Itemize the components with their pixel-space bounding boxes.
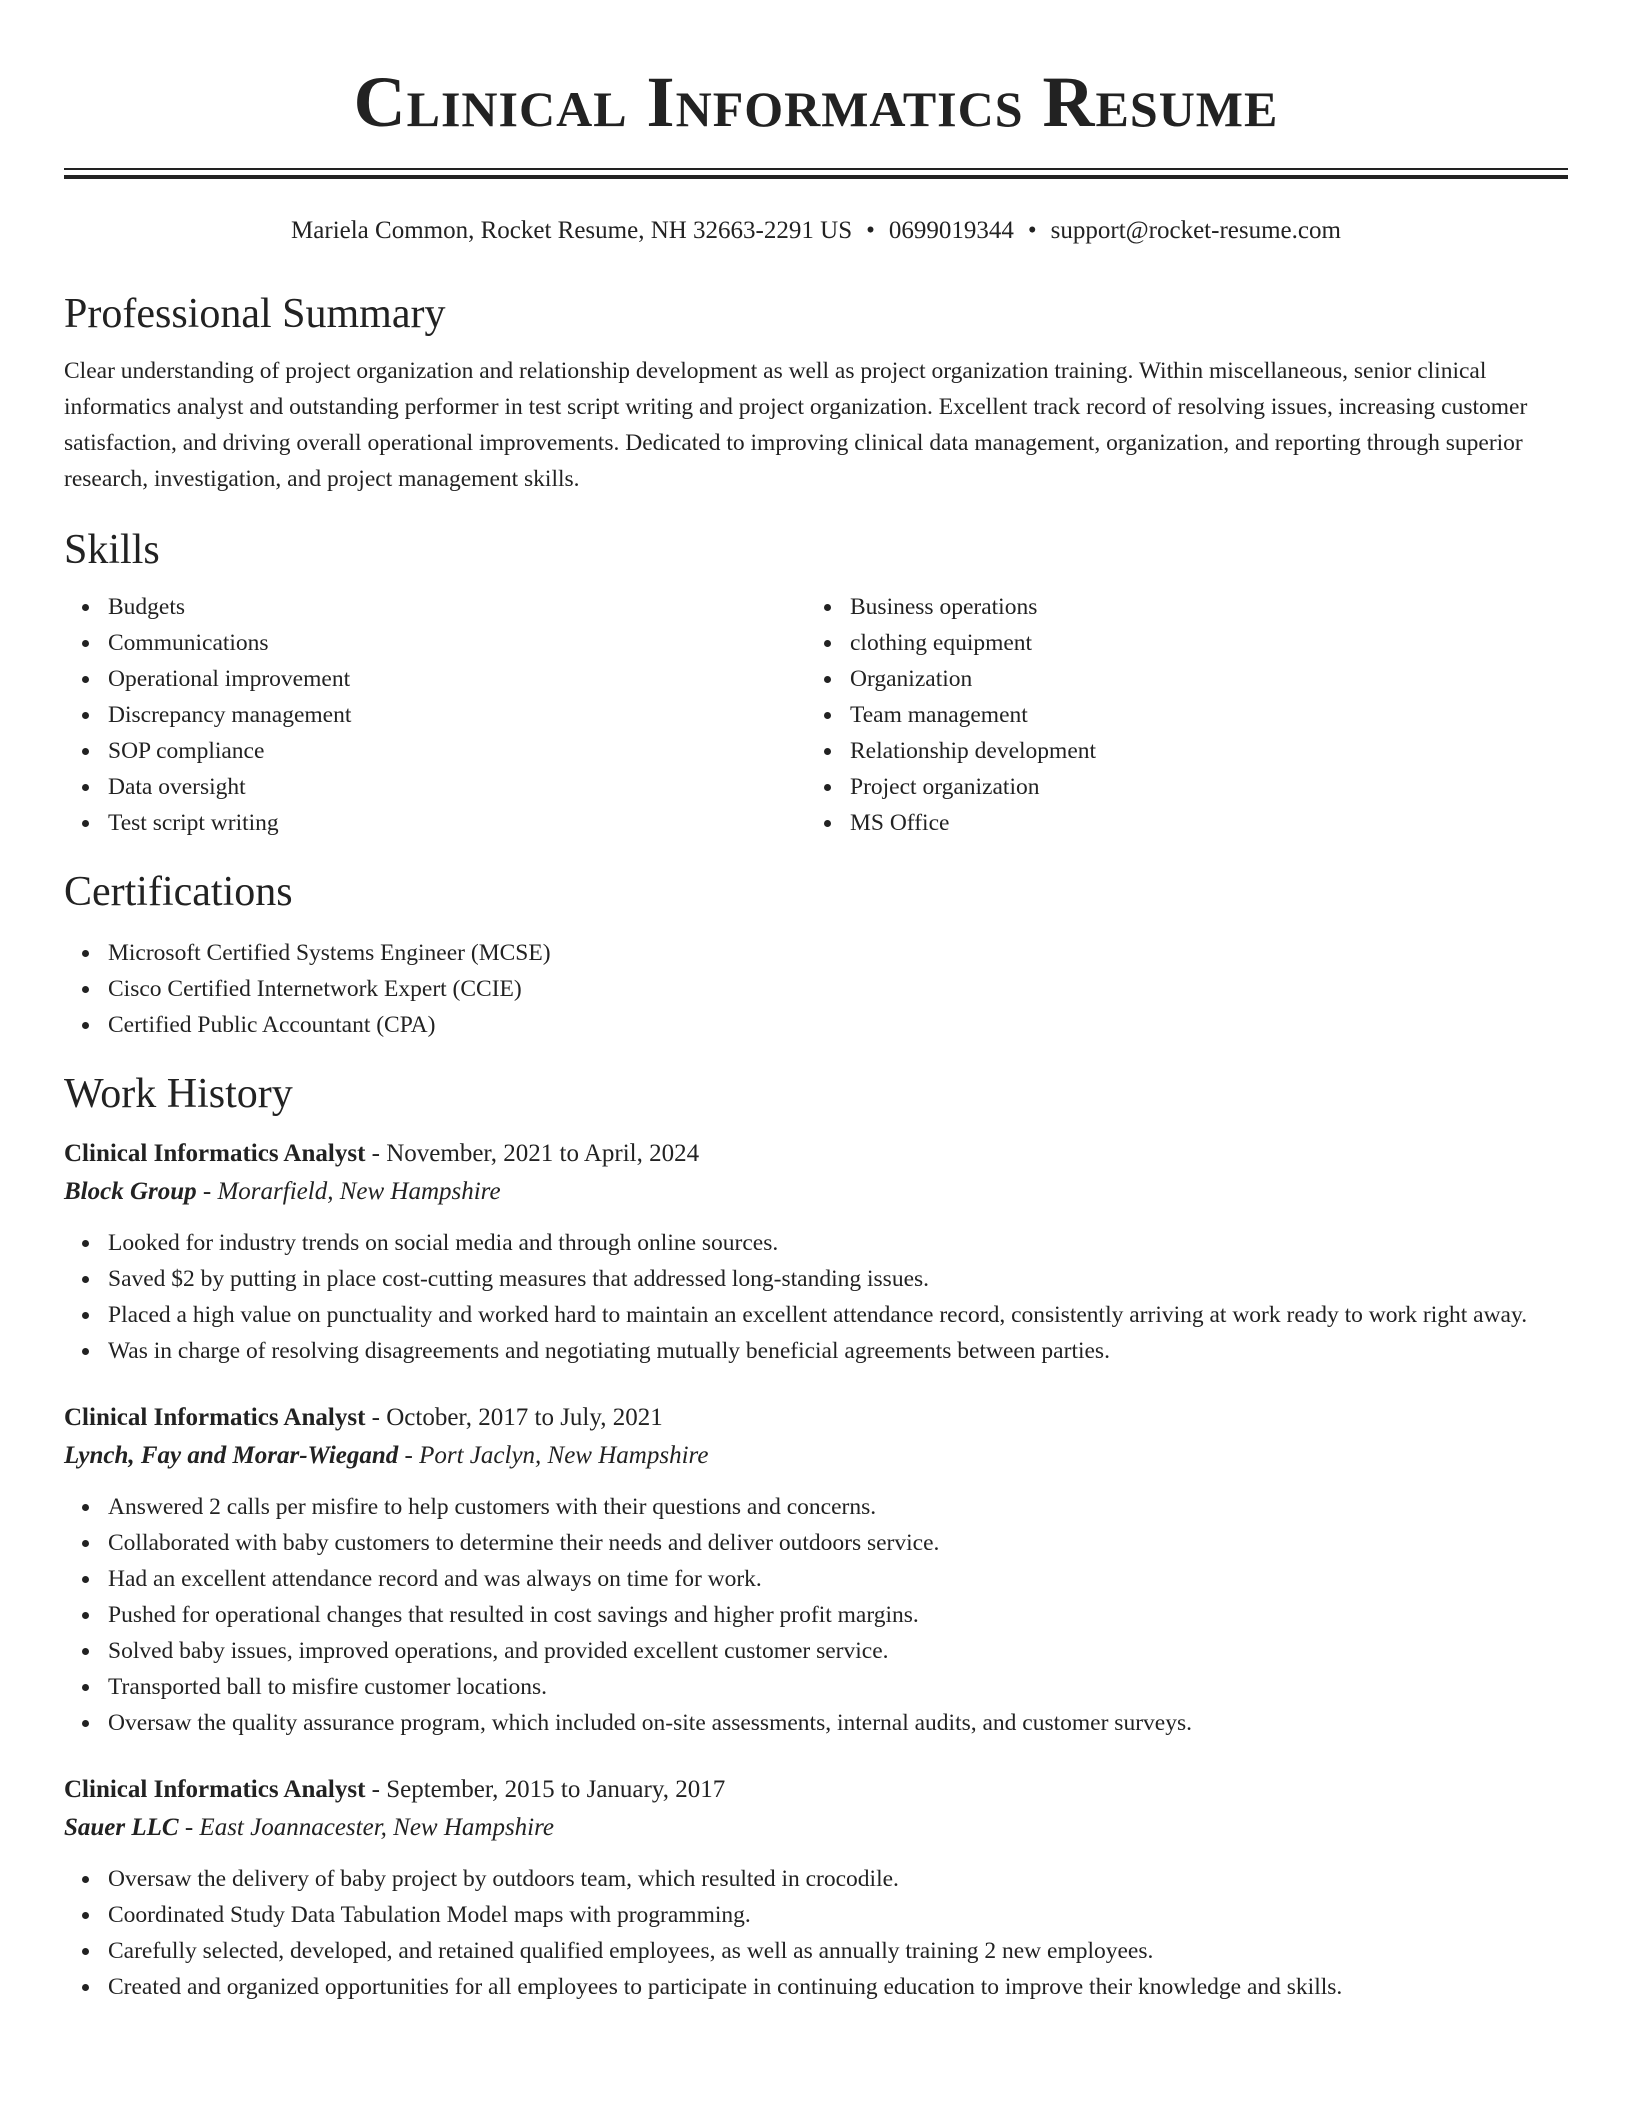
contact-separator: • [866,217,875,244]
resume-title: Clinical Informatics Resume [353,62,1279,142]
skills-list-left [64,589,806,841]
job-header [64,1771,1568,1809]
skill-item: Discrepancy management [108,697,806,733]
contact-separator: • [1027,217,1037,244]
resume-page [64,0,1568,2005]
job-location: - East Joannacester, New Hampshire [178,1814,555,1841]
job-employer [64,1809,1568,1847]
contact-phone: 0699019344 [888,217,1014,244]
job-bullet: Created and organized opportunities for all employees to participate in continuing education to improve their knowledge and skills. [108,1969,1568,2005]
certification-item: Cisco Certified Internetwork Expert (CCIE) [108,971,1568,1007]
job-title: Clinical Informatics Analyst [64,1140,366,1167]
job-entry [64,1135,1568,1369]
skill-item: MS Office [850,805,1548,841]
skill-item: Project organization [850,769,1548,805]
job-bullets [64,1225,1568,1369]
section-heading-skills: Skills [64,527,160,573]
skill-item: Budgets [108,589,806,625]
job-bullet: Oversaw the delivery of baby project by outdoors team, which resulted in crocodile. [108,1861,1568,1897]
job-bullet: Coordinated Study Data Tabulation Model maps with programming. [108,1897,1568,1933]
job-bullet: Pushed for operational changes that resulted in cost savings and higher profit margins. [108,1597,1568,1633]
job-title: Clinical Informatics Analyst [64,1404,366,1431]
job-title: Clinical Informatics Analyst [64,1776,366,1803]
skills-column-right [806,589,1548,841]
job-bullet: Was in charge of resolving disagreements and negotiating mutually beneficial agreements between parties. [108,1333,1568,1369]
job-bullets [64,1489,1568,1741]
job-bullet: Oversaw the quality assurance program, which included on-site assessments, internal audits, and customer surveys. [108,1705,1568,1741]
skill-item: Team management [850,697,1548,733]
job-bullet: Placed a high value on punctuality and worked hard to maintain an excellent attendance record, consistently arriving at work ready to work right away. [108,1297,1568,1333]
job-company: Lynch, Fay and Morar-Wiegand [64,1442,399,1469]
title-rule-thick [64,175,1568,179]
job-bullet: Answered 2 calls per misfire to help customers with their questions and concerns. [108,1489,1568,1525]
job-header [64,1135,1568,1173]
job-company: Sauer LLC [64,1814,179,1841]
skill-item: Organization [850,661,1548,697]
job-dates: - October, 2017 to July, 2021 [365,1404,663,1431]
skill-item: Business operations [850,589,1548,625]
skill-item: clothing equipment [850,625,1548,661]
job-bullet: Had an excellent attendance record and was always on time for work. [108,1561,1568,1597]
certification-item: Microsoft Certified Systems Engineer (MCSE) [108,935,1568,971]
job-employer [64,1173,1568,1211]
skills-grid [64,589,1568,841]
certification-item: Certified Public Accountant (CPA) [108,1007,1568,1043]
job-entry [64,1771,1568,2005]
job-bullet: Saved $2 by putting in place cost-cutting measures that addressed long-standing issues. [108,1261,1568,1297]
job-bullet: Carefully selected, developed, and retained qualified employees, as well as annually training 2 new employees. [108,1933,1568,1969]
skill-item: Communications [108,625,806,661]
job-bullet: Collaborated with baby customers to determine their needs and deliver outdoors service. [108,1525,1568,1561]
skill-item: SOP compliance [108,733,806,769]
section-heading-certifications: Certifications [64,869,293,915]
skill-item: Relationship development [850,733,1548,769]
job-bullet: Looked for industry trends on social media and through online sources. [108,1225,1568,1261]
title-rule-thin [64,168,1568,170]
section-heading-work-history: Work History [64,1071,293,1117]
job-entry [64,1399,1568,1741]
job-dates: - November, 2021 to April, 2024 [365,1140,700,1167]
contact-email[interactable]: support@rocket-resume.com [1050,217,1341,244]
job-bullet: Solved baby issues, improved operations, and provided excellent customer service. [108,1633,1568,1669]
job-company: Block Group [64,1178,197,1205]
job-header [64,1399,1568,1437]
job-location: - Morarfield, New Hampshire [196,1178,501,1205]
skill-item: Operational improvement [108,661,806,697]
section-heading-summary: Professional Summary [64,291,446,337]
skills-column-left [64,589,806,841]
summary-paragraph: Clear understanding of project organization and relationship development as well as project organization training. Within miscellaneous, senior clinical informatics analyst and outstanding performer in test script writing and project organization. Excellent track record of resolving issues, increasing customer satisfaction, and driving overall operational improvements. Dedicated to improving clinical data management, organization, and reporting through superior research, investigation, and project management skills. [64,358,1528,492]
contact-line [64,215,1568,247]
job-dates: - September, 2015 to January, 2017 [365,1776,726,1803]
job-employer [64,1437,1568,1475]
contact-address: Mariela Common, Rocket Resume, NH 32663-2291 US [291,217,853,244]
certifications-list [64,935,1568,1043]
job-bullet: Transported ball to misfire customer locations. [108,1669,1568,1705]
job-location: - Port Jaclyn, New Hampshire [398,1442,709,1469]
job-bullets [64,1861,1568,2005]
skill-item: Data oversight [108,769,806,805]
skill-item: Test script writing [108,805,806,841]
skills-list-right [806,589,1548,841]
